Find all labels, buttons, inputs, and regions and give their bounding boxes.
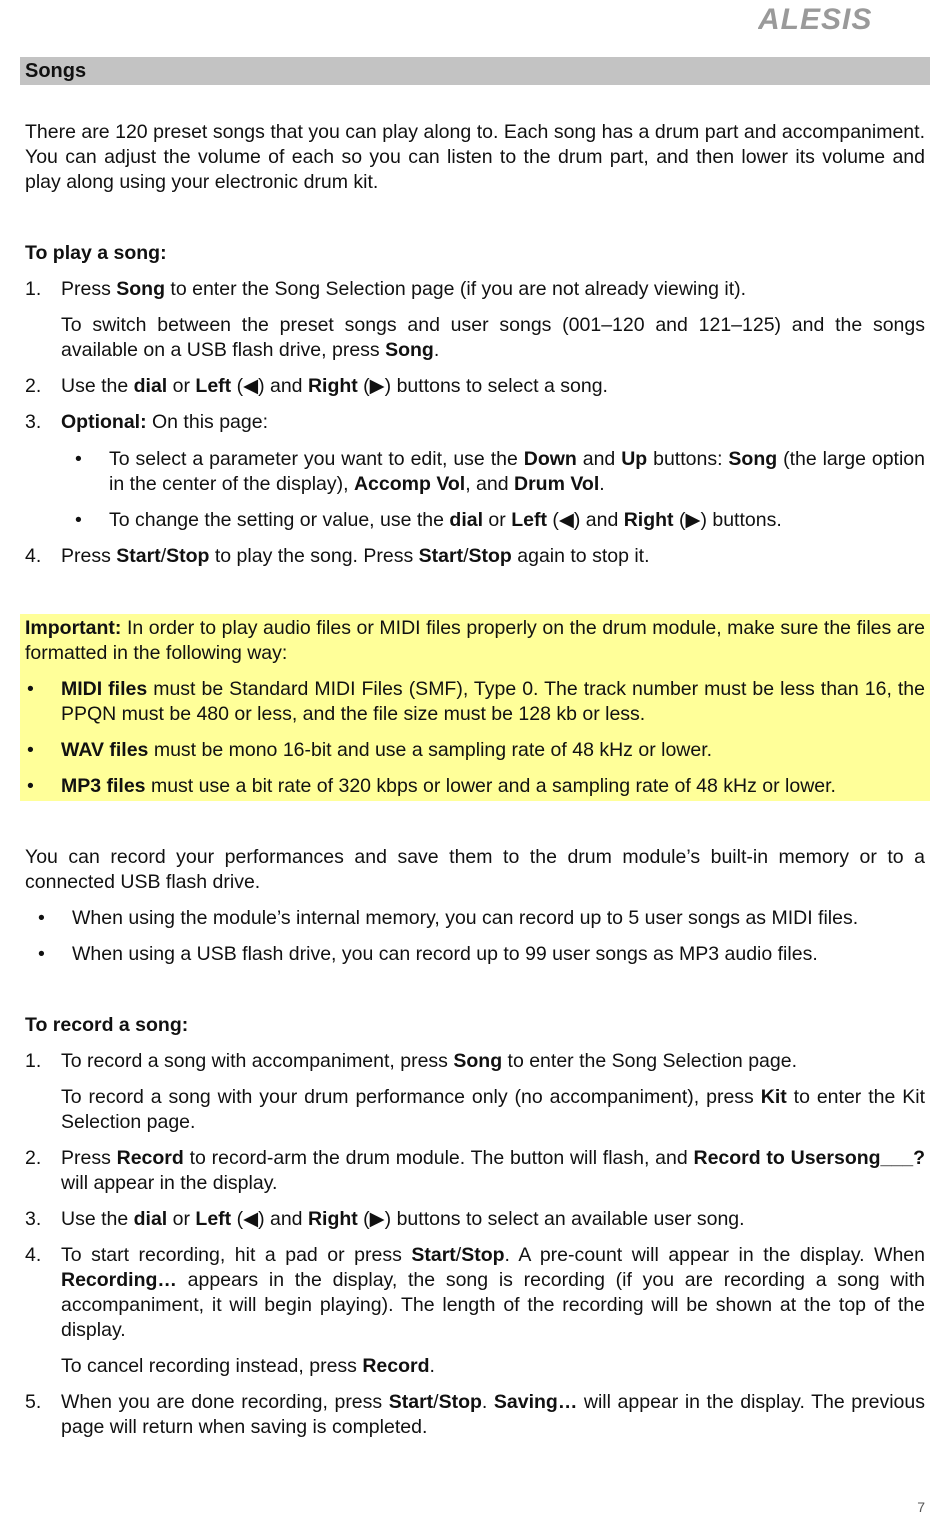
section-header-bar xyxy=(20,57,930,85)
play-step-2: 2. Use the dial or Left (◀) and Right (▶) buttons to select a song. xyxy=(25,375,608,397)
important-midi-bullet: • MIDI files must be Standard MIDI Files (SMF), Type 0. The track number must be less than 16, the PPQN must be 480 or less, and the file size must be 128 kb or less. xyxy=(27,678,925,725)
play-heading: To play a song: xyxy=(25,242,167,264)
record-intro-paragraph: You can record your performances and save them to the drum module’s built-in memory or to a connected USB flash drive. xyxy=(25,846,925,893)
record-heading: To record a song: xyxy=(25,1014,189,1036)
record-step-4-note: To cancel recording instead, press Record. xyxy=(61,1355,435,1377)
play-step-3-bullet-1: • To select a parameter you want to edit, use the Down and Up buttons: Song (the large option in the center of the display), Accomp Vol, and Drum Vol. xyxy=(75,448,925,495)
record-step-5: 5. When you are done recording, press Start/Stop. Saving… will appear in the display. The previous page will return when saving is completed. xyxy=(25,1391,925,1438)
section-title: Songs xyxy=(25,60,87,82)
record-step-4: 4. To start recording, hit a pad or press Start/Stop. A pre-count will appear in the display. When Recording… appears in the display, the song is recording (if you are recording a song with accompaniment, it will begin playing). The length of the recording will be shown at the top of the display. xyxy=(25,1244,925,1341)
svg-text:ALESIS: ALESIS xyxy=(758,3,873,34)
important-label: Important: xyxy=(25,617,122,639)
intro-paragraph: There are 120 preset songs that you can play along to. Each song has a drum part and accompaniment. You can adjust the volume of each so you can listen to the drum part, and then lower its volume and play along using your electronic drum kit. xyxy=(25,121,925,193)
record-step-1-note: To record a song with your drum performance only (no accompaniment), press Kit to enter the Kit Selection page. xyxy=(61,1086,925,1133)
play-step-4: 4. Press Start/Stop to play the song. Press Start/Stop again to stop it. xyxy=(25,545,650,567)
play-step-3: 3. Optional: On this page: xyxy=(25,411,268,433)
record-step-3: 3. Use the dial or Left (◀) and Right (▶) buttons to select an available user song. xyxy=(25,1208,745,1230)
important-callout: Important: In order to play audio files or MIDI files properly on the drum module, make sure the files are formatted in the following way: • MIDI files must be Standard MIDI Files (SMF), Type 0. The track number must be less than 16, the PPQN must be 480 or less, and the file size must be 128 kb or less. • WAV files must be mono 16-bit and use a sampling rate of 48 kHz or lower. • MP3 files must use a bit rate of 320 kbps or lower and a sampling rate of 48 kHz or lower. xyxy=(20,614,930,801)
important-wav-bullet: • WAV files must be mono 16-bit and use a sampling rate of 48 kHz or lower. xyxy=(27,739,713,761)
play-step-1-note: To switch between the preset songs and user songs (001–120 and 121–125) and the songs available on a USB flash drive, press Song. xyxy=(61,314,925,361)
page-number: 7 xyxy=(917,1499,925,1515)
record-bullet-internal: • When using the module’s internal memory, you can record up to 5 user songs as MIDI files. xyxy=(38,907,859,929)
important-mp3-bullet: • MP3 files must use a bit rate of 320 kbps or lower and a sampling rate of 48 kHz or lower. xyxy=(27,775,836,797)
page-content xyxy=(25,120,925,1440)
play-step-3-bullet-2: • To change the setting or value, use the dial or Left (◀) and Right (▶) buttons. xyxy=(75,509,782,531)
alesis-logo xyxy=(758,2,930,34)
play-step-1: 1. Press Song to enter the Song Selection page (if you are not already viewing it). xyxy=(25,278,747,300)
record-step-2: 2. Press Record to record-arm the drum module. The button will flash, and Record to Usersong___? will appear in the display. xyxy=(25,1147,925,1194)
record-step-1: 1. To record a song with accompaniment, press Song to enter the Song Selection page. xyxy=(25,1050,797,1072)
record-bullet-usb: • When using a USB flash drive, you can record up to 99 user songs as MP3 audio files. xyxy=(38,943,818,965)
